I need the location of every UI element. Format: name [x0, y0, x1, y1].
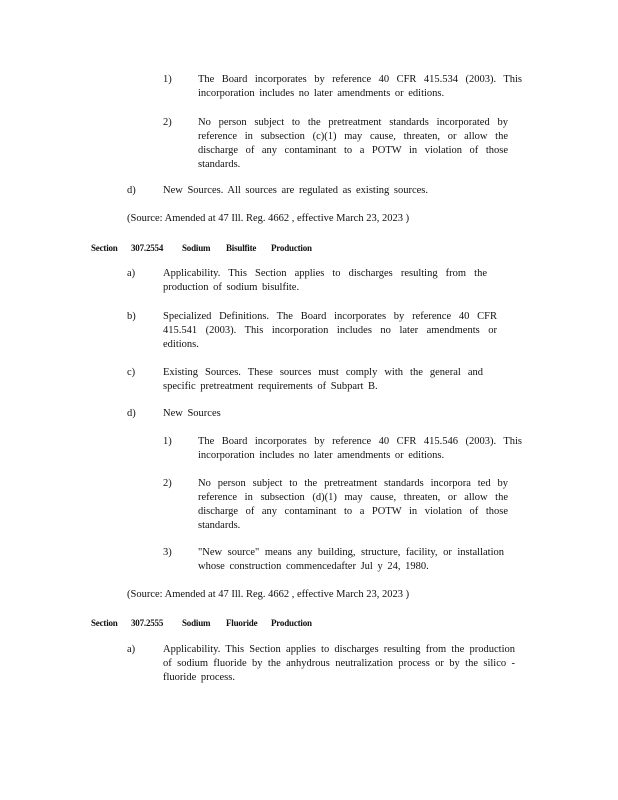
item-text: Specialized Definitions. The Board incorporates by reference 40 CFR 415.541 (2003). This incorporation includes no later amendments or editions. — [163, 311, 497, 350]
section-number: 307.2554 — [131, 243, 164, 253]
section-title-word: Production — [271, 243, 312, 253]
section-title-word: Production — [271, 618, 312, 628]
item-label: 1) — [163, 436, 172, 447]
item-text: Applicability. This Section applies to discharges resulting from the production of sodium bisulfite. — [163, 268, 487, 293]
section-title-word: Sodium — [182, 618, 211, 628]
source-note: (Source: Amended at 47 Ill. Reg. 4662 , effective March 23, 2023 ) — [127, 213, 410, 224]
section-label: Section — [91, 243, 118, 253]
item-text: New Sources. All sources are regulated as existing sources. — [163, 185, 429, 196]
item-text: New Sources — [163, 408, 221, 419]
item-text: The Board incorporates by reference 40 CFR 415.534 (2003). This incorporation includes no later amendments or editions. — [198, 74, 522, 99]
item-label: d) — [127, 408, 136, 419]
item-label: d) — [127, 185, 136, 196]
item-label: 2) — [163, 117, 172, 128]
item-label: 3) — [163, 547, 172, 558]
item-text: No person subject to the pretreatment standards incorporated by reference in subsection (c)(1) may cause, threaten, or allow the discharge of any contaminant to a POTW in violation of those standards. — [198, 117, 508, 170]
item-text: The Board incorporates by reference 40 CFR 415.546 (2003). This incorporation includes no later amendments or editions. — [198, 436, 522, 461]
item-label: c) — [127, 367, 136, 378]
item-text: "New source" means any building, structure, facility, or installation whose construction commencedafter Jul y 24, 1980. — [198, 547, 504, 572]
item-label: b) — [127, 311, 136, 322]
item-label: 2) — [163, 478, 172, 489]
section-title-word: Fluoride — [226, 618, 258, 628]
source-note: (Source: Amended at 47 Ill. Reg. 4662 , effective March 23, 2023 ) — [127, 589, 410, 600]
item-label: 1) — [163, 74, 172, 85]
item-label: a) — [127, 644, 136, 655]
item-label: a) — [127, 268, 136, 279]
item-text: Applicability. This Section applies to discharges resulting from the production of sodium fluoride by the anhydrous neutralization process or by the silico -fluoride process. — [163, 644, 515, 683]
section-number: 307.2555 — [131, 618, 164, 628]
section-label: Section — [91, 618, 118, 628]
item-text: Existing Sources. These sources must comply with the general and specific pretreatment requirements of Subpart B. — [163, 367, 483, 392]
item-text: No person subject to the pretreatment standards incorpora ted by reference in subsection (d)(1) may cause, threaten, or allow the discharge of any contaminant to a POTW in violation of those standards. — [198, 478, 508, 531]
section-title-word: Bisulfite — [226, 243, 257, 253]
section-title-word: Sodium — [182, 243, 211, 253]
